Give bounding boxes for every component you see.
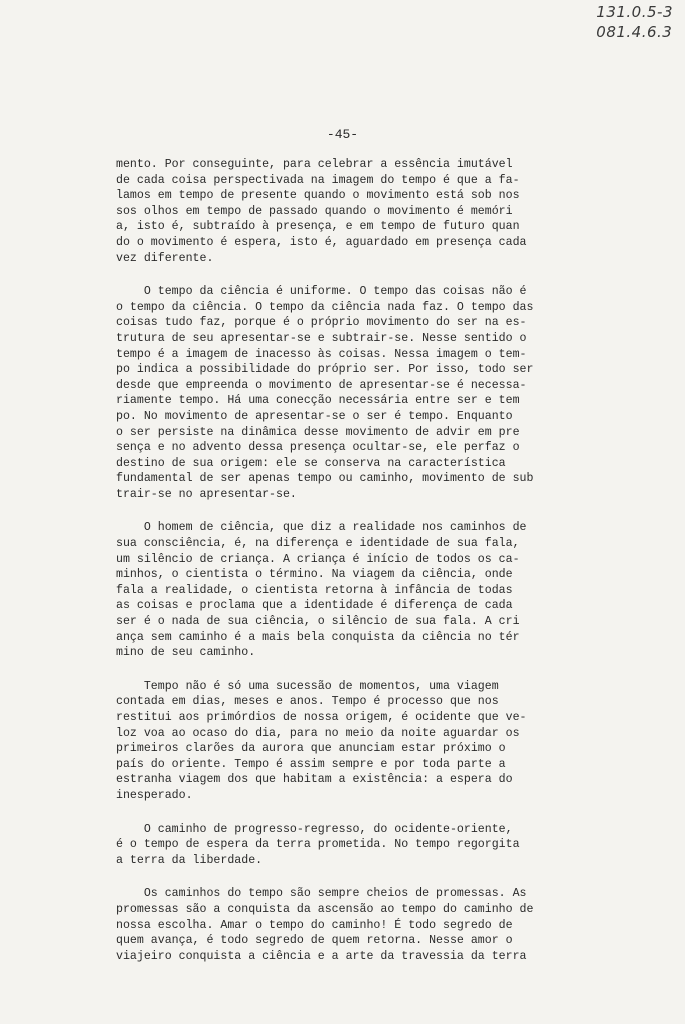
- text-line: tempo é a imagem de inacesso às coisas. Nessa imagem o tem-: [116, 347, 527, 361]
- text-line: loz voa ao ocaso do dia, para no meio da noite aguardar os: [116, 726, 520, 740]
- text-line: de cada coisa perspectivada na imagem do tempo é que a fa-: [116, 173, 520, 187]
- paragraph: [116, 284, 606, 502]
- text-line: O tempo da ciência é uniforme. O tempo das coisas não é: [116, 285, 527, 299]
- text-line: destino de sua origem: ele se conserva na característica: [116, 456, 506, 470]
- text-line: contada em dias, meses e anos. Tempo é processo que nos: [116, 695, 499, 709]
- page-number: -45-: [326, 127, 359, 142]
- text-line: um silêncio de criança. A criança é início de todos os ca-: [116, 552, 520, 566]
- text-line: riamente tempo. Há uma conecção necessária entre ser e tem: [116, 394, 520, 408]
- archive-reference: [596, 2, 673, 42]
- text-line: sença e no advento dessa presença ocultar-se, ele perfaz o: [116, 441, 520, 455]
- text-line: minhos, o cientista o término. Na viagem da ciência, onde: [116, 568, 513, 582]
- text-line: sos olhos em tempo de passado quando o movimento é memóri: [116, 204, 513, 218]
- text-line: sua consciência, é, na diferença e identidade de sua fala,: [116, 537, 520, 551]
- text-line: ança sem caminho é a mais bela conquista da ciência no tér: [116, 630, 520, 644]
- text-line: primeiros clarões da aurora que anunciam estar próximo o: [116, 742, 506, 756]
- text-line: fundamental de ser apenas tempo ou caminho, movimento de sub: [116, 472, 534, 486]
- text-line: país do oriente. Tempo é assim sempre e por toda parte a: [116, 757, 506, 771]
- text-line: o ser persiste na dinâmica desse movimento de advir em pre: [116, 425, 520, 439]
- text-line: po indica a possibilidade do próprio ser. Por isso, todo ser: [116, 363, 534, 377]
- text-line: O homem de ciência, que diz a realidade nos caminhos de: [116, 521, 527, 535]
- text-line: nossa escolha. Amar o tempo do caminho! É todo segredo de: [116, 918, 513, 932]
- text-line: Tempo não é só uma sucessão de momentos, uma viagem: [116, 679, 499, 693]
- paragraph: [116, 520, 606, 660]
- text-line: o tempo da ciência. O tempo da ciência nada faz. O tempo das: [116, 300, 534, 314]
- text-line: promessas são a conquista da ascensão ao tempo do caminho de: [116, 902, 534, 916]
- text-line: ser é o nada de sua ciência, o silêncio de sua fala. A cri: [116, 615, 520, 629]
- text-line: é o tempo de espera da terra prometida. No tempo regorgita: [116, 838, 520, 852]
- text-line: estranha viagem dos que habitam a existência: a espera do: [116, 773, 513, 787]
- text-line: po. No movimento de apresentar-se o ser é tempo. Enquanto: [116, 409, 513, 423]
- text-line: coisas tudo faz, porque é o próprio movimento do ser na es-: [116, 316, 527, 330]
- paragraph: [116, 157, 606, 266]
- text-line: lamos em tempo de presente quando o movimento está sob nos: [116, 189, 520, 203]
- text-line: mento. Por conseguinte, para celebrar a essência imutável: [116, 158, 513, 171]
- text-line: O caminho de progresso-regresso, do ocidente-oriente,: [116, 822, 513, 836]
- text-line: restitui aos primórdios de nossa origem, é ocidente que ve-: [116, 711, 527, 724]
- text-line: a, isto é, subtraído à presença, e em tempo de futuro quan: [116, 220, 520, 234]
- text-line: trair-se no apresentar-se.: [116, 487, 297, 501]
- paragraph: [116, 886, 606, 964]
- text-line: Os caminhos do tempo são sempre cheios de promessas. As: [116, 887, 527, 901]
- text-line: quem avança, é todo segredo de quem retorna. Nesse amor o: [116, 934, 513, 948]
- paragraph: [116, 822, 606, 869]
- text-line: a terra da liberdade.: [116, 853, 263, 867]
- text-line: fala a realidade, o cientista retorna à infância de todas: [116, 583, 513, 597]
- text-line: inesperado.: [116, 788, 193, 802]
- document-body: [116, 157, 606, 982]
- text-line: viajeiro conquista a ciência e a arte da travessia da terra: [116, 949, 527, 963]
- text-line: do o movimento é espera, isto é, aguardado em presença cada: [116, 235, 527, 249]
- text-line: desde que empreenda o movimento de apresentar-se é necessa-: [116, 378, 527, 392]
- text-line: as coisas e proclama que a identidade é diferença de cada: [116, 599, 513, 613]
- text-line: mino de seu caminho.: [116, 646, 256, 660]
- archive-code: 131.0.5-3: [596, 3, 673, 21]
- text-line: vez diferente.: [116, 251, 214, 265]
- archive-code: 081.4.6.3: [596, 23, 673, 41]
- paragraph: [116, 679, 606, 804]
- text-line: trutura de seu apresentar-se e subtrair-se. Nesse sentido o: [116, 331, 527, 345]
